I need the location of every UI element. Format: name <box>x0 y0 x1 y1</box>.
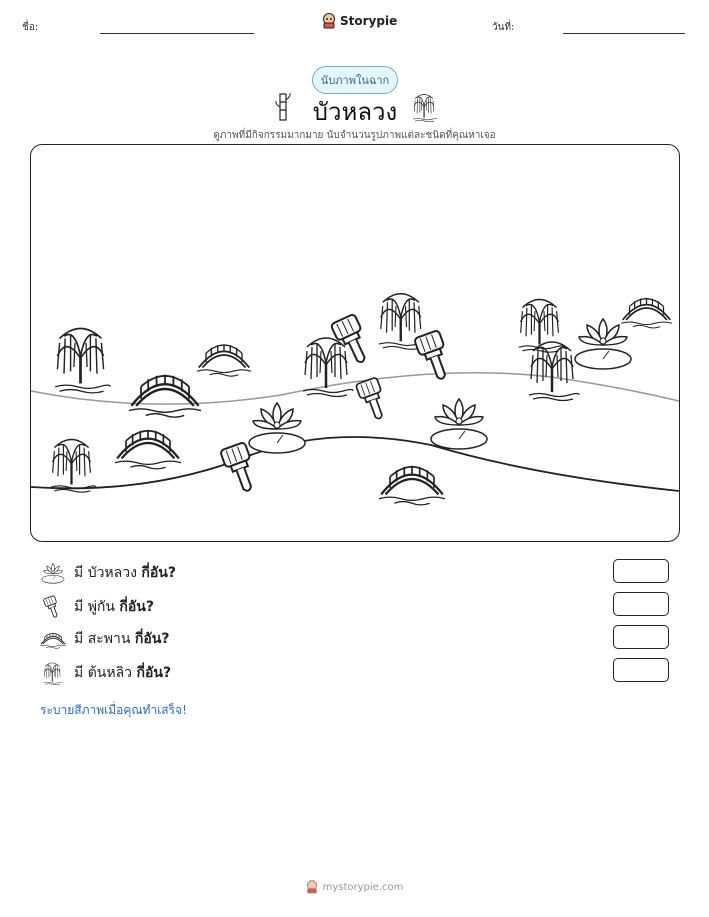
answer-box-willow[interactable] <box>613 658 669 682</box>
coloring-note: ระบายสีภาพเมื่อคุณทำเสร็จ! <box>40 703 187 717</box>
name-line[interactable] <box>100 33 254 34</box>
category-badge: นับภาพในฉาก <box>312 66 398 94</box>
paintbrush <box>220 442 261 495</box>
date-label: วันที่: <box>492 22 515 33</box>
bridge <box>621 298 672 328</box>
willow-tree <box>303 338 353 397</box>
scene-illustration <box>31 145 679 541</box>
question-paintbrush <box>40 595 154 619</box>
question-text: มี บัวหลวง กี่อัน? <box>74 565 176 581</box>
search-scene <box>30 144 680 542</box>
bridge-icon <box>40 629 66 649</box>
date-line[interactable] <box>563 33 685 34</box>
name-label: ชื่อ: <box>22 22 39 33</box>
answer-box-lotus[interactable] <box>613 559 669 583</box>
page-title: บัวหลวง <box>312 98 398 126</box>
storypie-mascot-icon <box>306 880 318 894</box>
bridge <box>115 430 181 469</box>
paintbrush <box>356 377 390 422</box>
brand-logo <box>322 13 397 29</box>
question-bridge <box>40 628 169 650</box>
paintbrush-icon <box>40 595 66 619</box>
willow-tree <box>55 329 110 393</box>
storypie-mascot-icon <box>322 13 336 29</box>
footer <box>0 880 709 894</box>
willow-title-icon <box>410 92 440 122</box>
footer-url[interactable]: mystorypie.com <box>322 881 404 893</box>
question-text: มี ต้นหลิว กี่อัน? <box>74 665 172 681</box>
lotus <box>431 399 487 449</box>
brand-name: Storypie <box>340 14 398 28</box>
question-willow <box>40 661 171 685</box>
willow-icon <box>40 661 66 685</box>
instructions: ดูภาพที่มีกิจกรรมมากมาย นับจำนวนรูปภาพแต่ละชนิดที่คุณหาเจอ <box>213 130 496 141</box>
lotus <box>249 403 305 453</box>
bridge <box>197 344 251 376</box>
lotus <box>575 319 631 369</box>
question-lotus <box>40 562 176 584</box>
bamboo-icon <box>274 92 292 122</box>
bridge <box>379 466 445 505</box>
front-shoreline <box>31 437 679 491</box>
answer-box-paintbrush[interactable] <box>613 592 669 616</box>
question-text: มี พู่กัน กี่อัน? <box>74 599 154 615</box>
answer-box-bridge[interactable] <box>613 625 669 649</box>
bridge <box>129 375 201 418</box>
willow-tree <box>529 342 579 401</box>
back-shoreline <box>31 373 679 404</box>
lotus-icon <box>40 562 66 584</box>
willow-tree <box>51 440 96 493</box>
question-text: มี สะพาน กี่อัน? <box>74 631 170 647</box>
